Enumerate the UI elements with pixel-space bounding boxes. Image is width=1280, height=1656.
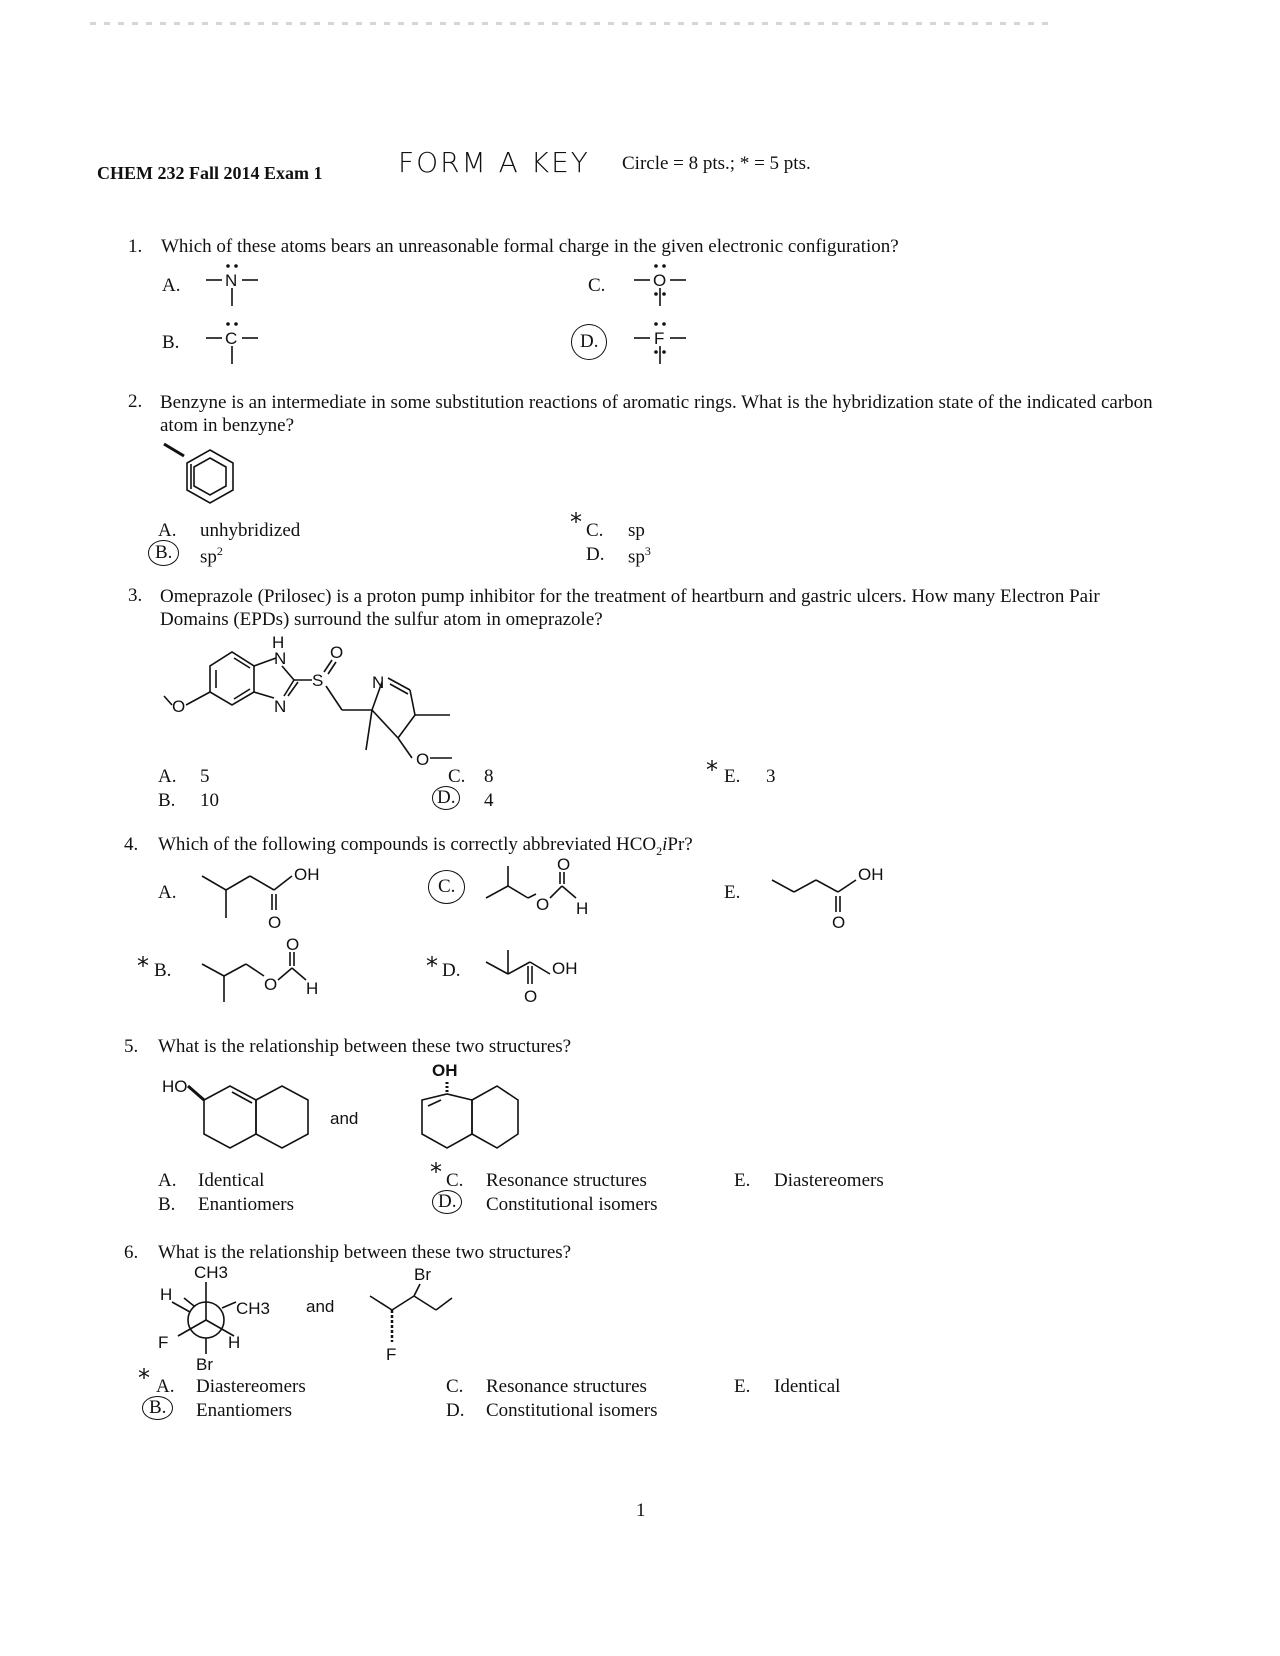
- q6-option-d-label: D.: [446, 1400, 465, 1421]
- q6-star-mark: *: [138, 1364, 150, 1392]
- q1-text: Which of these atoms bears an unreasonable formal charge in the given electronic configuration?: [161, 236, 899, 257]
- q4-star-b: *: [137, 952, 149, 980]
- q4-structure-d: [484, 930, 604, 1010]
- q3-option-d-label-circled: D.: [432, 786, 460, 810]
- q4-b-o-ester: O: [264, 975, 278, 994]
- q6-newman-ch3-right: CH3: [236, 1299, 271, 1318]
- q6-newman-h-left: H: [160, 1285, 173, 1304]
- q3-option-b-value: 10: [200, 790, 219, 811]
- q5-option-c-label: C.: [446, 1170, 464, 1191]
- q4-option-a-label: A.: [158, 882, 177, 903]
- q6-option-e-text: Identical: [774, 1376, 841, 1397]
- q1-option-a-label: A.: [162, 275, 181, 296]
- q4-d-o: O: [524, 987, 538, 1006]
- q6-option-c-label: C.: [446, 1376, 464, 1397]
- q2-option-a-label: A.: [158, 520, 177, 541]
- q4-a-oh: OH: [294, 865, 320, 884]
- q5-option-a-label: A.: [158, 1170, 177, 1191]
- q5-option-e-text: Diastereomers: [774, 1170, 884, 1191]
- q3-option-b-label: B.: [158, 790, 176, 811]
- q3-option-a-value: 5: [200, 766, 210, 787]
- q5-option-d-label-circled: D.: [432, 1190, 462, 1214]
- q2-text: Benzyne is an intermediate in some substitution reactions of aromatic rings. What is the hybridization state of the indicated carbon atom in benzyne?: [160, 392, 1153, 436]
- q4-c-o-ester: O: [536, 895, 550, 914]
- q4-option-d-label: D.: [442, 960, 461, 981]
- q4-structure-a: [200, 862, 360, 932]
- form-key-handwritten: FORM A KEY: [398, 146, 590, 179]
- q5-ho-label: HO: [162, 1077, 188, 1096]
- q2-star-mark: *: [570, 508, 582, 536]
- q3-omeprazole-structure: [160, 630, 490, 770]
- q6-zigzag-f: F: [386, 1345, 397, 1364]
- q1-atom-b: C: [225, 329, 238, 348]
- q6-newman-f: F: [158, 1333, 169, 1352]
- q2-option-b-label-circled: B.: [148, 540, 179, 566]
- q6-option-c-text: Resonance structures: [486, 1376, 647, 1397]
- q1-option-b-label: B.: [162, 332, 180, 353]
- q5-text: What is the relationship between these two structures?: [158, 1036, 572, 1057]
- q4-structure-e: [770, 862, 910, 932]
- q1-structure-a: [200, 260, 270, 310]
- q6-newman-br: Br: [196, 1355, 213, 1374]
- q5-option-d-text: Constitutional isomers: [486, 1194, 658, 1215]
- q5-and-label: and: [330, 1109, 359, 1128]
- q5-option-c-text: Resonance structures: [486, 1170, 647, 1191]
- q6-option-d-text: Constitutional isomers: [486, 1400, 658, 1421]
- q4-text: Which of the following compounds is correctly abbreviated $HCO_2iPr$?: [158, 834, 693, 858]
- q2-option-c-label: C.: [586, 520, 604, 541]
- q6-newman-h-right: H: [228, 1333, 241, 1352]
- q4-a-o: O: [268, 913, 282, 932]
- q5-structures: [160, 1060, 520, 1160]
- q4-option-e-label: E.: [724, 882, 741, 903]
- q2-option-d-text: $sp^3$: [628, 544, 651, 568]
- q5-star-mark: *: [430, 1158, 442, 1186]
- q2-option-a-text: unhybridized: [200, 520, 301, 541]
- q1-option-c-label: C.: [588, 275, 606, 296]
- q4-number: 4.: [124, 834, 139, 855]
- q1-number: 1.: [128, 236, 143, 257]
- q6-number: 6.: [124, 1242, 139, 1263]
- q3-atom-n-pyridine: N: [372, 673, 385, 692]
- q3-option-c-label: C.: [448, 766, 466, 787]
- q6-text: What is the relationship between these two structures?: [158, 1242, 572, 1263]
- q4-option-b-label: B.: [154, 960, 172, 981]
- q6-option-b-text: Enantiomers: [196, 1400, 293, 1421]
- q1-atom-a: N: [225, 271, 238, 290]
- q2-number: 2.: [128, 391, 143, 412]
- q2-option-b-text: $sp^2$: [200, 544, 223, 568]
- q4-star-d: *: [426, 952, 438, 980]
- q5-oh-label: OH: [432, 1061, 458, 1080]
- q3-atom-s: S: [312, 671, 324, 690]
- page-number: 1: [636, 1500, 646, 1521]
- q2-option-d-label: D.: [586, 544, 605, 565]
- q4-c-h: H: [576, 899, 589, 918]
- q4-structure-c: [484, 855, 604, 928]
- q3-text: Omeprazole (Prilosec) is a proton pump inhibitor for the treatment of heartburn and gastric ulcers. How many Electron Pair Domains (EPDs) surround the sulfur atom in omeprazole?: [160, 586, 1100, 630]
- q6-option-a-text: Diastereomers: [196, 1376, 306, 1397]
- q1-structure-d: [628, 318, 698, 368]
- scan-artifact: [90, 22, 1050, 25]
- q4-structure-b: [200, 932, 340, 1012]
- q6-and-label: and: [306, 1297, 335, 1316]
- q1-option-d-label-circled: D.: [571, 324, 607, 360]
- q3-atom-o-sulfoxide: O: [330, 643, 344, 662]
- q4-c-o-carbonyl: O: [557, 855, 571, 874]
- q4-e-o: O: [832, 913, 846, 932]
- q6-zigzag-br: Br: [414, 1265, 431, 1284]
- q6-structures: [156, 1262, 496, 1372]
- q3-option-c-value: 8: [484, 766, 494, 787]
- q3-atom-o-pyridine-methoxy: O: [416, 750, 430, 769]
- q1-atom-c: O: [653, 271, 667, 290]
- q4-e-oh: OH: [858, 865, 884, 884]
- q5-option-b-text: Enantiomers: [198, 1194, 295, 1215]
- q5-number: 5.: [124, 1036, 139, 1057]
- q5-option-e-label: E.: [734, 1170, 751, 1191]
- q3-number: 3.: [128, 585, 143, 606]
- q3-option-a-label: A.: [158, 766, 177, 787]
- q3-atom-o-methoxy: O: [172, 697, 186, 716]
- course-title: CHEM 232 Fall 2014 Exam 1: [97, 163, 323, 183]
- q6-newman-ch3-top: CH3: [194, 1263, 229, 1282]
- scoring-note: Circle = 8 pts.; * = 5 pts.: [622, 153, 811, 174]
- q5-option-a-text: Identical: [198, 1170, 265, 1191]
- q3-atom-n-imidazole-1: N: [274, 649, 287, 668]
- q3-atom-n-imidazole-2: N: [274, 697, 287, 716]
- q3-atom-h: H: [272, 633, 285, 652]
- q4-option-c-label-circled: C.: [428, 870, 465, 904]
- q4-b-h: H: [306, 979, 319, 998]
- q4-b-o-carbonyl: O: [286, 935, 300, 954]
- q4-d-oh: OH: [552, 959, 578, 978]
- q3-option-e-value: 3: [766, 766, 776, 787]
- q6-option-a-label: A.: [156, 1376, 175, 1397]
- q1-structure-c: [628, 260, 698, 310]
- q3-star-mark: *: [706, 756, 718, 784]
- q1-atom-d: F: [654, 329, 665, 348]
- q2-benzyne-structure: [160, 440, 260, 520]
- q5-option-b-label: B.: [158, 1194, 176, 1215]
- q6-option-b-label-circled: B.: [142, 1396, 173, 1420]
- q3-option-e-label: E.: [724, 766, 741, 787]
- q2-option-c-text: sp: [628, 520, 645, 541]
- q1-structure-b: [200, 318, 270, 368]
- q6-option-e-label: E.: [734, 1376, 751, 1397]
- q3-option-d-value: 4: [484, 790, 494, 811]
